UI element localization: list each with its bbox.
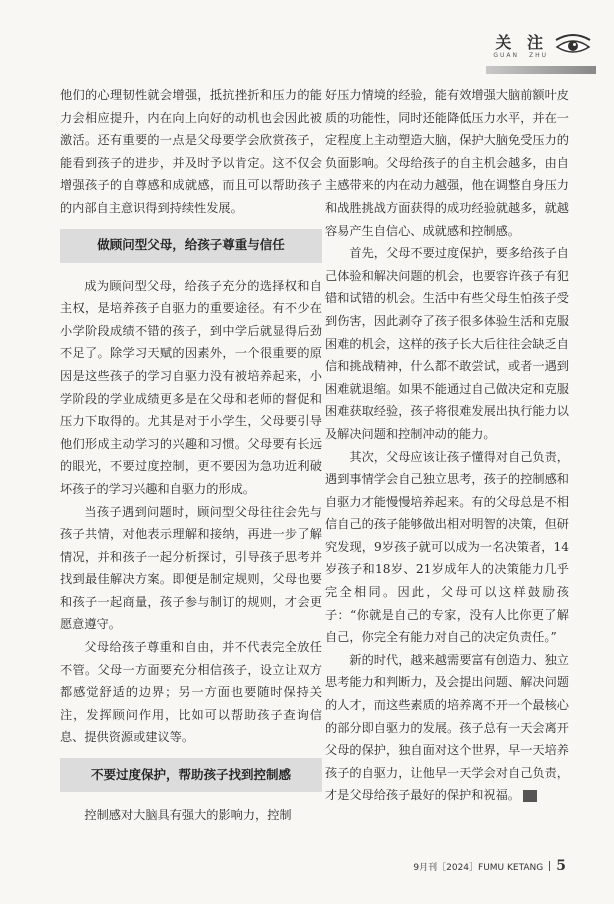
page-number: 5 bbox=[556, 858, 566, 874]
eye-icon bbox=[554, 32, 592, 58]
paragraph: 控制感对大脑具有强大的影响力，控制 bbox=[84, 808, 292, 823]
right-column bbox=[325, 84, 569, 807]
page-footer bbox=[413, 858, 566, 874]
paragraph: 其次，父母应该让孩子懂得对自己负责，遇到事情学会自己独立思考，孩子的控制感和自驱力才能慢慢培养起来。有的父母总是不相信自己的孩子能够做出相对明智的决策，但研究发现，9岁孩子就可以成为一名决策者，14岁孩子和18岁、21岁成年人的决策能力几乎完全相同。因此，父母可以这样鼓励孩子：“你就是自己的专家，没有人比你更了解自己，你完全有能力对自己的决定负责任。” bbox=[325, 449, 569, 645]
paragraph: 父母给孩子尊重和自由，并不代表完全放任不管。父母一方面要充分相信孩子，设立让双方都感觉舒适的边界；另一方面也要随时保持关注，发挥顾问作用，比如可以帮助孩子查询信息、提供资源或建议等。 bbox=[60, 640, 322, 745]
column-pinyin bbox=[493, 52, 548, 59]
paragraph: 他们的心理韧性就会增强，抵抗挫折和压力的能力会相应提升，内在向上向好的动机也会因此被激活。还有重要的一点是父母要学会欣赏孩子，能看到孩子的进步，并及时予以肯定。这不仅会增强孩子的自尊感和成就感，而且可以帮助孩子的内部自主意识得到持续性发展。 bbox=[60, 88, 322, 215]
paragraph: 成为顾问型父母，给孩子充分的选择权和自主权，是培养孩子自驱力的重要途径。有不少在小学阶段成绩不错的孩子，到中学后就显得后劲不足了。除学习天赋的因素外，一个很重要的原因是这些孩子的学习自驱力没有被培养起来，小学阶段的学业成绩更多是在父母和老师的督促和压力下取得的。尤其是对于小学生，父母要引导他们形成主动学习的兴趣和习惯。父母要有长远的眼光，不要过度控制，更不要因为急功近利破坏孩子的学习兴趣和自驱力的形成。 bbox=[60, 278, 322, 496]
section-heading: 做顾问型父母，给孩子尊重与信任 bbox=[60, 229, 322, 263]
paragraph bbox=[325, 649, 569, 807]
left-column bbox=[60, 84, 322, 827]
paragraph-text: 新的时代，越来越需要富有创造力、独立思考能力和判断力，及会提出问题、解决问题的人才，而这些素质的培养离不开一个最核心的部分即自驱力的发展。孩子总有一天会离开父母的保护，独自面对这个世界，早一天培养孩子的自驱力，让他早一天学会对自己负责，才是父母给孩子最好的保护和祝福。 bbox=[325, 652, 569, 803]
column-title: 关 注 bbox=[495, 33, 548, 52]
column-header bbox=[486, 30, 596, 74]
paragraph: 好压力情境的经验，能有效增强大脑前额叶皮质的功能性，同时还能降低压力水平，并在一定程度上主动塑造大脑，保护大脑免受压力的负面影响。父母给孩子的自主机会越多，由自主感带来的内在动力越强，他在调整自身压力和战胜挑战方面获得的成功经验就越多，就越容易产生自信心、成就感和控制感。 bbox=[325, 88, 569, 238]
issue-label: 9月刊［2024］FUMU KETANG bbox=[413, 862, 544, 873]
header-bar bbox=[486, 66, 596, 74]
pinyin-zhu: ZHU bbox=[528, 52, 548, 59]
footer-divider bbox=[549, 861, 550, 871]
pinyin-guan: GUAN bbox=[493, 52, 519, 59]
section-heading: 不要过度保护，帮助孩子找到控制感 bbox=[60, 758, 322, 792]
paragraph: 首先，父母不要过度保护，要多给孩子自己体验和解决问题的机会，也要容许孩子有犯错和试错的机会。生活中有些父母生怕孩子受到伤害，因此剥夺了孩子很多体验生活和克服困难的机会，这样的孩子长大后往往会缺乏自信和挑战精神，什么都不敢尝试，或者一遇到困难就退缩。如果不能通过自己做决定和克服困难获取经验，孩子将很难发展出执行能力以及解决问题和控制冲动的能力。 bbox=[325, 246, 569, 441]
end-mark-icon bbox=[523, 790, 537, 802]
paragraph: 当孩子遇到问题时，顾问型父母往往会先与孩子共情，对他表示理解和接纳，再进一步了解情况，并和孩子一起分析探讨，引导孩子思考并找到最佳解决方案。即便是制定规则，父母也要和孩子一起商量，孩子参与制订的规则，才会更愿意遵守。 bbox=[60, 504, 322, 632]
